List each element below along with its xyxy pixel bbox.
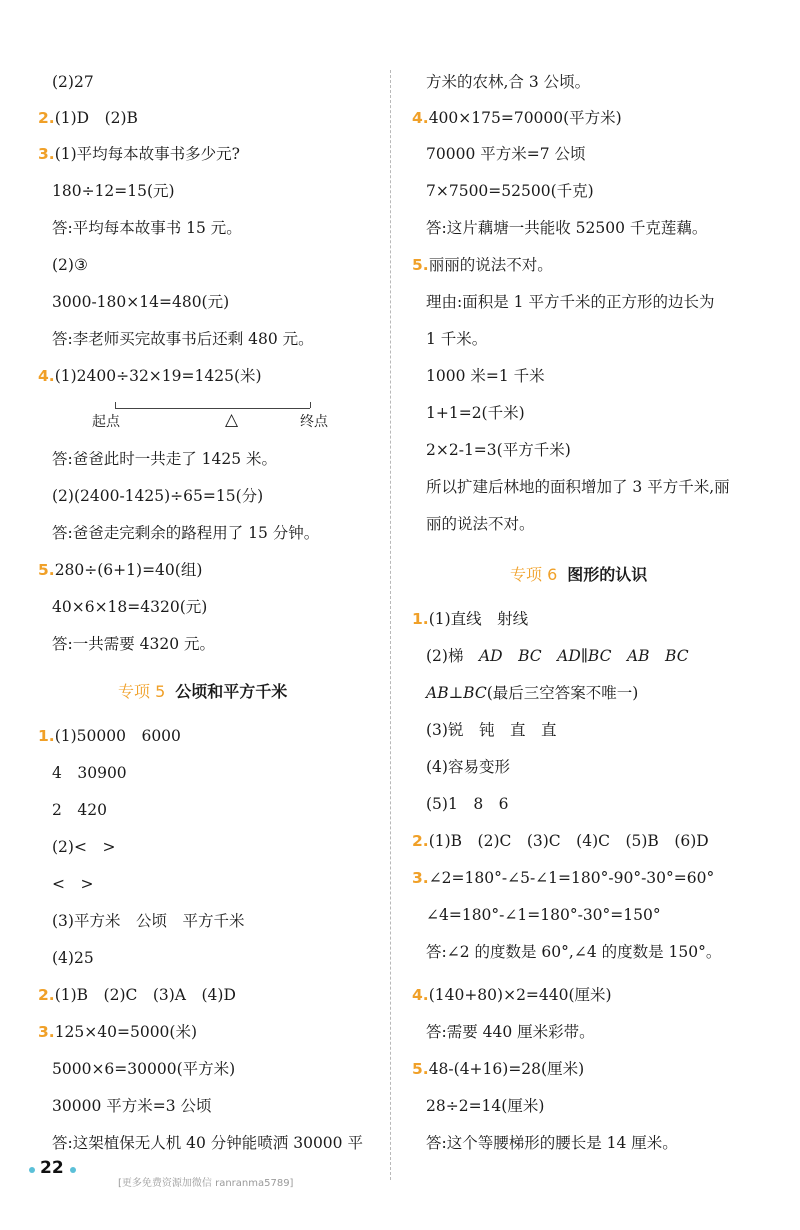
- answer-line: 1000 米=1 千米: [426, 367, 545, 385]
- answer-line: 答:∠2 的度数是 60°,∠4 的度数是 150°。: [426, 943, 722, 961]
- answer-line: [426, 683, 638, 703]
- answer-line: 30000 平方米=3 公顷: [52, 1097, 212, 1115]
- answer-note: (最后三空答案不唯一): [486, 684, 639, 702]
- question-number: 4.: [412, 109, 429, 127]
- question-number: 1.: [38, 727, 55, 745]
- answer-line: 答:这架植保无人机 40 分钟能喷洒 30000 平: [52, 1134, 363, 1152]
- question-number: 5.: [38, 561, 55, 579]
- question-number: 3.: [38, 145, 55, 163]
- page-number: 22: [40, 1158, 64, 1178]
- answer-line: [38, 144, 240, 164]
- column-divider: [390, 70, 391, 1180]
- answer-line: 答:爸爸此时一共走了 1425 米。: [52, 450, 278, 468]
- page-dot-left: [29, 1167, 35, 1173]
- answer-line: 3000-180×14=480(元): [52, 293, 230, 311]
- route-tick-end: [310, 402, 311, 408]
- answer-line: [38, 985, 236, 1005]
- answer-line: 丽的说法不对。: [426, 515, 535, 533]
- answer-text: ∠2=180°-∠5-∠1=180°-90°-30°=60°: [428, 869, 715, 887]
- answer-line: [38, 1022, 197, 1042]
- answer-line: [38, 366, 262, 386]
- answer-line: 理由:面积是 1 平方千米的正方形的边长为: [426, 293, 715, 311]
- answer-line: [412, 255, 553, 275]
- question-number: 3.: [412, 869, 429, 887]
- section-title: 图形的认识: [567, 565, 648, 584]
- footer-note: [更多免费资源加微信 ranranma5789]: [118, 1178, 294, 1189]
- answer-text: 48-(4+16)=28(厘米): [428, 1060, 585, 1078]
- answer-line: 答:李老师买完故事书后还剩 480 元。: [52, 330, 314, 348]
- answer-line: 180÷12=15(元): [52, 182, 175, 200]
- section-tag: 专项 5: [118, 682, 166, 701]
- answer-text: (1)2400÷32×19=1425(米): [54, 367, 262, 385]
- answer-line: 28÷2=14(厘米): [426, 1097, 545, 1115]
- answer-line: (2)< >: [52, 838, 116, 856]
- answer-line: 2×2-1=3(平方千米): [426, 441, 571, 459]
- answer-line: [38, 560, 202, 580]
- answer-line: 7×7500=52500(千克): [426, 182, 594, 200]
- answer-line: (4)容易变形: [426, 758, 510, 776]
- answer-line: 2 420: [52, 801, 107, 819]
- answer-line: (4)25: [52, 949, 94, 967]
- answer-line: (5)1 8 6: [426, 795, 509, 813]
- section-heading-5: [118, 679, 287, 702]
- answer-line: [412, 985, 612, 1005]
- answer-text: (1)D (2)B: [54, 109, 138, 127]
- answer-text: (1)平均每本故事书多少元?: [54, 145, 240, 163]
- answer-text: (1)B (2)C (3)C (4)C (5)B (6)D: [428, 832, 709, 850]
- answer-line: [412, 1059, 584, 1079]
- perpendicular-expression: AB⊥BC: [426, 684, 487, 702]
- answer-line: [412, 108, 622, 128]
- answer-line: (2)③: [52, 256, 88, 274]
- answer-line: 1 千米。: [426, 330, 488, 348]
- answer-line: 答:这片藕塘一共能收 52500 千克莲藕。: [426, 219, 708, 237]
- answer-text: (1)直线 射线: [428, 610, 529, 628]
- answer-line: [412, 831, 709, 851]
- question-number: 4.: [412, 986, 429, 1004]
- route-start-label: 起点: [92, 414, 120, 430]
- answer-line: (3)平方米 公顷 平方千米: [52, 912, 245, 930]
- section-title: 公顷和平方千米: [175, 682, 288, 701]
- page-dot-right: [70, 1167, 76, 1173]
- answer-line: 70000 平方米=7 公顷: [426, 145, 586, 163]
- answer-line: 4 30900: [52, 764, 127, 782]
- answer-line: [38, 726, 181, 746]
- question-number: 3.: [38, 1023, 55, 1041]
- route-end-label: 终点: [300, 414, 328, 430]
- section-tag: 专项 6: [510, 565, 558, 584]
- segment-names: AD BC AD∥BC AB BC: [478, 647, 689, 665]
- route-triangle-marker: △: [225, 410, 239, 430]
- route-tick-start: [115, 402, 116, 408]
- answer-line: (3)锐 钝 直 直: [426, 721, 557, 739]
- answer-line: 40×6×18=4320(元): [52, 598, 208, 616]
- answer-line: 答:平均每本故事书 15 元。: [52, 219, 242, 237]
- question-number: 5.: [412, 1060, 429, 1078]
- answer-line: [38, 108, 138, 128]
- answer-line: [412, 609, 528, 629]
- answer-line: 答:需要 440 厘米彩带。: [426, 1023, 595, 1041]
- answer-text: 丽丽的说法不对。: [428, 256, 553, 274]
- question-number: 4.: [38, 367, 55, 385]
- answer-line: 答:爸爸走完剩余的路程用了 15 分钟。: [52, 524, 320, 542]
- answer-text: 400×175=70000(平方米): [428, 109, 622, 127]
- answer-line: 1+1=2(千米): [426, 404, 525, 422]
- answer-text: 125×40=5000(米): [54, 1023, 198, 1041]
- answer-line: 答:一共需要 4320 元。: [52, 635, 216, 653]
- answer-line: (2)(2400-1425)÷65=15(分): [52, 487, 264, 505]
- answer-text: (1)50000 6000: [54, 727, 181, 745]
- answer-line: [426, 646, 689, 666]
- answer-line: < >: [52, 875, 94, 893]
- section-heading-6: [510, 562, 647, 585]
- answer-text: (2)梯: [426, 647, 479, 665]
- answer-line: [412, 868, 714, 888]
- answer-line: 5000×6=30000(平方米): [52, 1060, 236, 1078]
- answer-line: (2)27: [52, 73, 94, 91]
- answer-text: (1)B (2)C (3)A (4)D: [54, 986, 236, 1004]
- question-number: 1.: [412, 610, 429, 628]
- question-number: 5.: [412, 256, 429, 274]
- answer-line: ∠4=180°-∠1=180°-30°=150°: [426, 906, 661, 924]
- answer-text: 280÷(6+1)=40(组): [54, 561, 203, 579]
- answer-line: 所以扩建后林地的面积增加了 3 平方千米,丽: [426, 478, 730, 496]
- answer-text: (140+80)×2=440(厘米): [428, 986, 612, 1004]
- question-number: 2.: [412, 832, 429, 850]
- answer-line: 答:这个等腰梯形的腰长是 14 厘米。: [426, 1134, 678, 1152]
- question-number: 2.: [38, 986, 55, 1004]
- question-number: 2.: [38, 109, 55, 127]
- route-diagram-line: [115, 408, 310, 409]
- answer-line: 方米的农林,合 3 公顷。: [426, 73, 591, 91]
